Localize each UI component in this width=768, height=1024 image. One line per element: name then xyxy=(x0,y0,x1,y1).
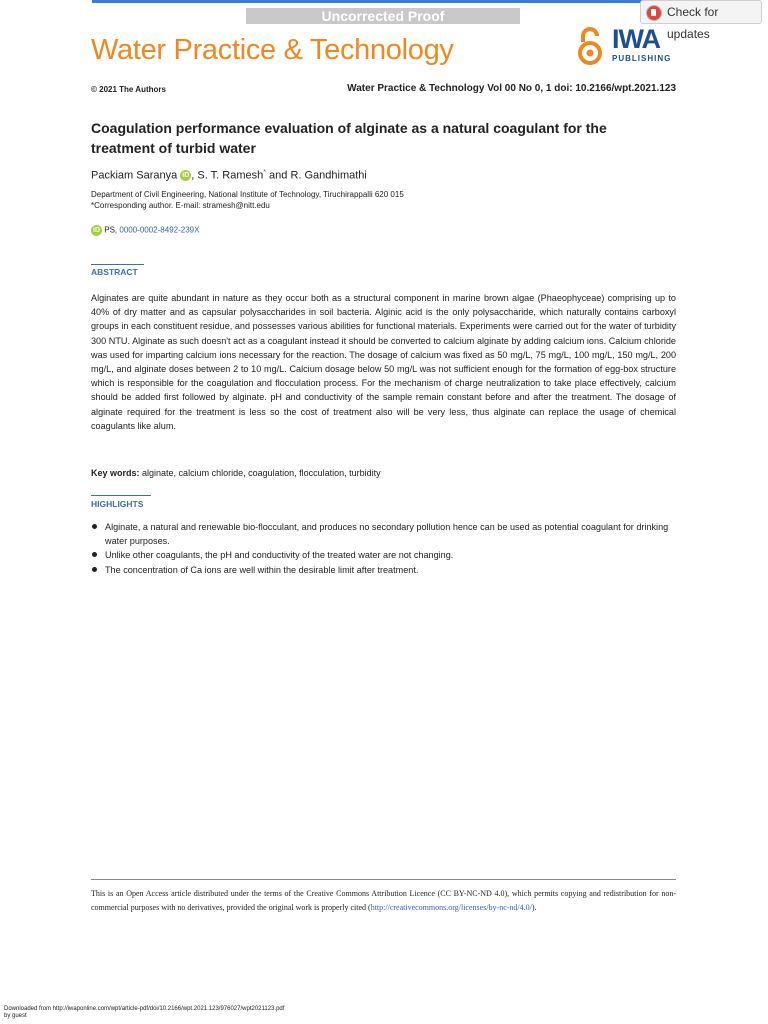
license-notice xyxy=(91,887,676,914)
orcid-line xyxy=(91,225,199,236)
copyright: © 2021 The Authors xyxy=(91,85,166,94)
download-url: Downloaded from http://iwaponline.com/wpt/article-pdf/doi/10.2166/wpt.2021.123/976027/wpt2021123.pdf xyxy=(4,1006,285,1012)
journal-title: Water Practice & Technology xyxy=(91,34,454,66)
abstract-rule xyxy=(91,264,144,265)
keywords-label: Key words: xyxy=(91,468,140,478)
check-for-updates-label: Check for updates xyxy=(667,5,719,41)
author-name: Packiam Saranya xyxy=(91,169,178,182)
affiliation: Department of Civil Engineering, National Institute of Technology, Tiruchirappalli 620 015 xyxy=(91,190,404,199)
footer-rule xyxy=(91,879,676,880)
journal-citation: Water Practice & Technology Vol 00 No 0, 1 doi: 10.2166/wpt.2021.123 xyxy=(347,83,676,94)
bookmark-icon xyxy=(646,5,662,21)
keywords-text: alginate, calcium chloride, coagulation, flocculation, turbidity xyxy=(142,468,381,478)
highlights-rule xyxy=(91,495,151,496)
top-accent-bar xyxy=(92,0,676,3)
keywords xyxy=(91,468,381,478)
download-notice xyxy=(4,1006,284,1020)
uncorrected-proof-banner: Uncorrected Proof xyxy=(246,8,520,24)
orcid-id-link[interactable]: 0000-0002-8492-239X xyxy=(119,225,200,235)
license-end: ). xyxy=(531,902,537,912)
affiliation-block xyxy=(91,189,404,211)
orcid-icon[interactable]: iD xyxy=(93,227,100,234)
iwa-publishing-logo xyxy=(612,24,676,66)
license-text: This is an Open Access article distributed under the terms of the Creative Commons Attribution Licence (CC BY-NC-ND 4.0), which permits copying and redistribution for non-commercial purposes with no derivatives, provided the original work is properly cited ( xyxy=(91,889,676,912)
author-name: and R. Gandhimathi xyxy=(269,169,367,182)
author-list: Packiam Saranya iD , S. T. Ramesh* and R. Gandhimathi xyxy=(91,169,367,182)
open-access-icon xyxy=(575,26,605,66)
abstract-heading: ABSTRACT xyxy=(91,267,138,277)
highlights-heading: HIGHLIGHTS xyxy=(91,499,144,509)
iwa-logo-subtext: PUBLISHING xyxy=(612,54,672,63)
article-title: Coagulation performance evaluation of alginate as a natural coagulant for the treatment of turbid water xyxy=(91,120,607,156)
highlight-item: Alginate, a natural and renewable bio-flocculant, and produces no secondary pollution hence can be used as potential coagulant for drinking water purposes. xyxy=(91,520,676,548)
orcid-initials: PS, xyxy=(104,225,118,235)
check-for-updates-button[interactable] xyxy=(640,0,762,41)
iwa-logo-text: IWA xyxy=(612,24,660,54)
corresponding-mark: * xyxy=(263,169,266,176)
highlight-item: The concentration of Ca ions are well within the desirable limit after treatment. xyxy=(91,563,676,577)
highlight-item: Unlike other coagulants, the pH and conductivity of the treated water are not changing. xyxy=(91,548,676,562)
highlights-list xyxy=(91,520,676,577)
download-by: by guest xyxy=(4,1013,27,1019)
orcid-icon[interactable]: iD xyxy=(182,172,190,180)
corresponding-author: *Corresponding author. E-mail: stramesh@nitt.edu xyxy=(91,201,270,210)
license-link[interactable]: http://creativecommons.org/licenses/by-nc-nd/4.0/ xyxy=(370,902,532,912)
author-name: S. T. Ramesh xyxy=(197,169,264,182)
abstract-text: Alginates are quite abundant in nature as they occur both as a structural component in marine brown algae (Phaeophyceae) comprising up to 40% of dry matter and as capsular polysaccharides in soil bacteria. Alginic acid is the only polysaccharide, which naturally contains carboxyl groups in each constituent residue, and possesses various abilities for functional materials. Experiments were carried out for the water of turbidity 300 NTU. Alginate as such doesn't act as a coagulant instead it should be converted to calcium alginate by adding calcium ions. Calcium chloride was used for imparting calcium ions necessary for the reaction. The dosage of calcium was fixed as 50 mg/L, 75 mg/L, 100 mg/L, 150 mg/L, 200 mg/L, and alginate doses between 2 to 10 mg/L. Calcium dosage below 50 mg/L was not sufficient enough for the formation of egg-box structure which is responsible for the coagulation and flocculation process. For the mechanism of charge neutralization to take place effectively, calcium should be added first followed by alginate. pH and conductivity of the sample remain constant before and after the treatment. The dosage of alginate required for the treatment is less so the cost of treatment also will be very less, thus alginate can replace the usage of chemical coagulants like alum. xyxy=(91,293,676,431)
